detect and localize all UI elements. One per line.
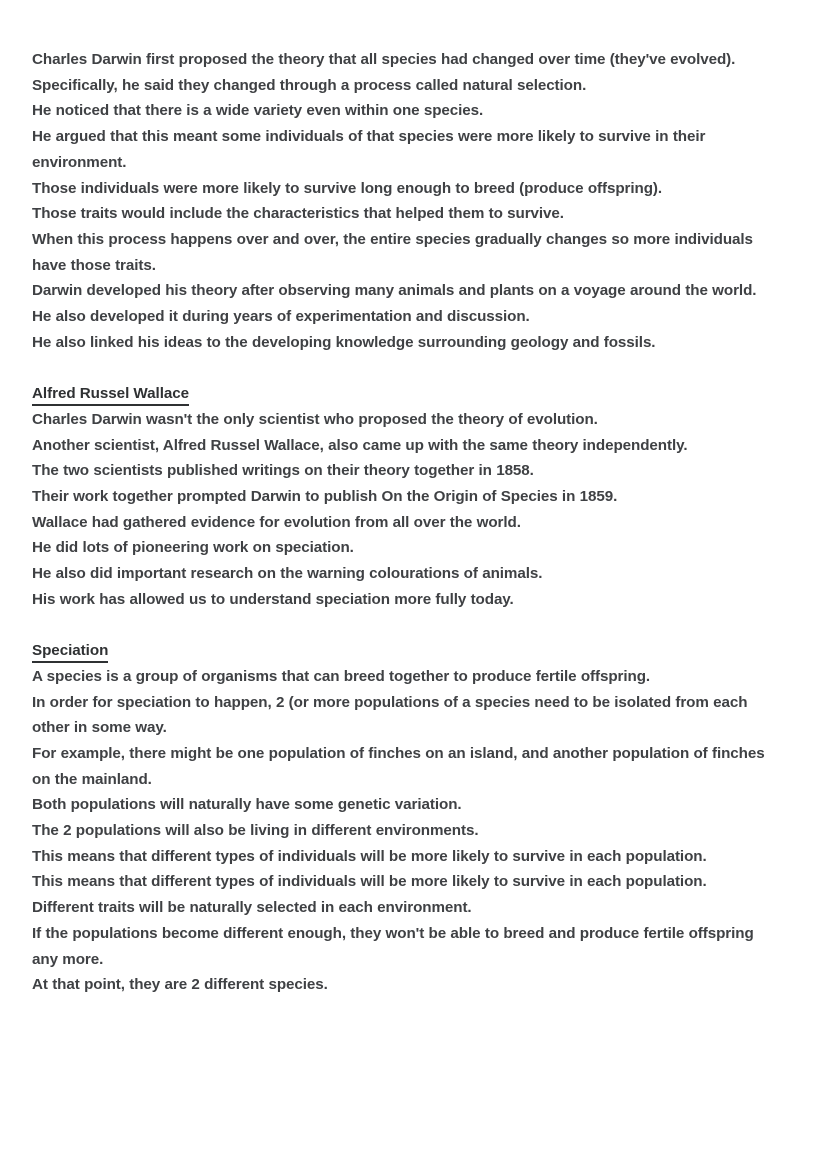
section-heading-text: Alfred Russel Wallace (32, 383, 189, 406)
paragraph: At that point, they are 2 different species. (32, 976, 328, 994)
paragraph: He argued that this meant some individuals of that species were more likely to survive in their environment. (32, 128, 706, 171)
paragraph: When this process happens over and over, the entire species gradually changes so more individuals have those traits. (32, 230, 753, 274)
paragraph: Those individuals were more likely to survive long enough to breed (produce offspring). (32, 179, 663, 197)
section-heading (32, 638, 782, 664)
document-section (32, 638, 782, 998)
paragraph: Both populations will naturally have some genetic variation. (32, 796, 462, 814)
paragraph: Charles Darwin wasn't the only scientist who proposed the theory of evolution. (32, 410, 598, 428)
document-section (32, 381, 782, 612)
paragraph: He also linked his ideas to the developing knowledge surrounding geology and fossils. (32, 333, 656, 351)
document-section (32, 47, 782, 355)
document-body (32, 47, 782, 998)
paragraph: He also developed it during years of experimentation and discussion. (32, 308, 530, 326)
paragraph: Darwin developed his theory after observing many animals and plants on a voyage around the world. (32, 282, 757, 300)
paragraph: If the populations become different enough, they won't be able to breed and produce fertile offspring any more. (32, 924, 754, 968)
paragraph: A species is a group of organisms that can breed together to produce fertile offspring. (32, 667, 651, 685)
paragraph: In order for speciation to happen, 2 (or more populations of a species need to be isolated from each other in some way. (32, 693, 748, 737)
section-heading (32, 381, 782, 407)
paragraph: Those traits would include the characteristics that helped them to survive. (32, 205, 564, 223)
paragraph: Another scientist, Alfred Russel Wallace, also came up with the same theory independently. (32, 436, 688, 454)
paragraph: He noticed that there is a wide variety even within one species. (32, 102, 484, 120)
paragraph: Their work together prompted Darwin to publish On the Origin of Species in 1859. (32, 487, 618, 505)
paragraph: This means that different types of individuals will be more likely to survive in each population. (32, 847, 707, 865)
paragraph: For example, there might be one population of finches on an island, and another population of finches on the mainland. (32, 744, 765, 788)
paragraph: The 2 populations will also be living in different environments. (32, 822, 479, 840)
paragraph: Wallace had gathered evidence for evolution from all over the world. (32, 513, 521, 531)
paragraph: Specifically, he said they changed through a process called natural selection. (32, 76, 587, 94)
paragraph: He also did important research on the warning colourations of animals. (32, 565, 543, 583)
paragraph: The two scientists published writings on their theory together in 1858. (32, 462, 534, 480)
paragraph: Different traits will be naturally selected in each environment. (32, 899, 472, 917)
paragraph: He did lots of pioneering work on speciation. (32, 539, 354, 557)
paragraph: Charles Darwin first proposed the theory that all species had changed over time (they've evolved). (32, 51, 736, 68)
section-heading-text: Speciation (32, 640, 108, 663)
paragraph: This means that different types of individuals will be more likely to survive in each population. (32, 873, 707, 891)
paragraph: His work has allowed us to understand speciation more fully today. (32, 590, 514, 608)
